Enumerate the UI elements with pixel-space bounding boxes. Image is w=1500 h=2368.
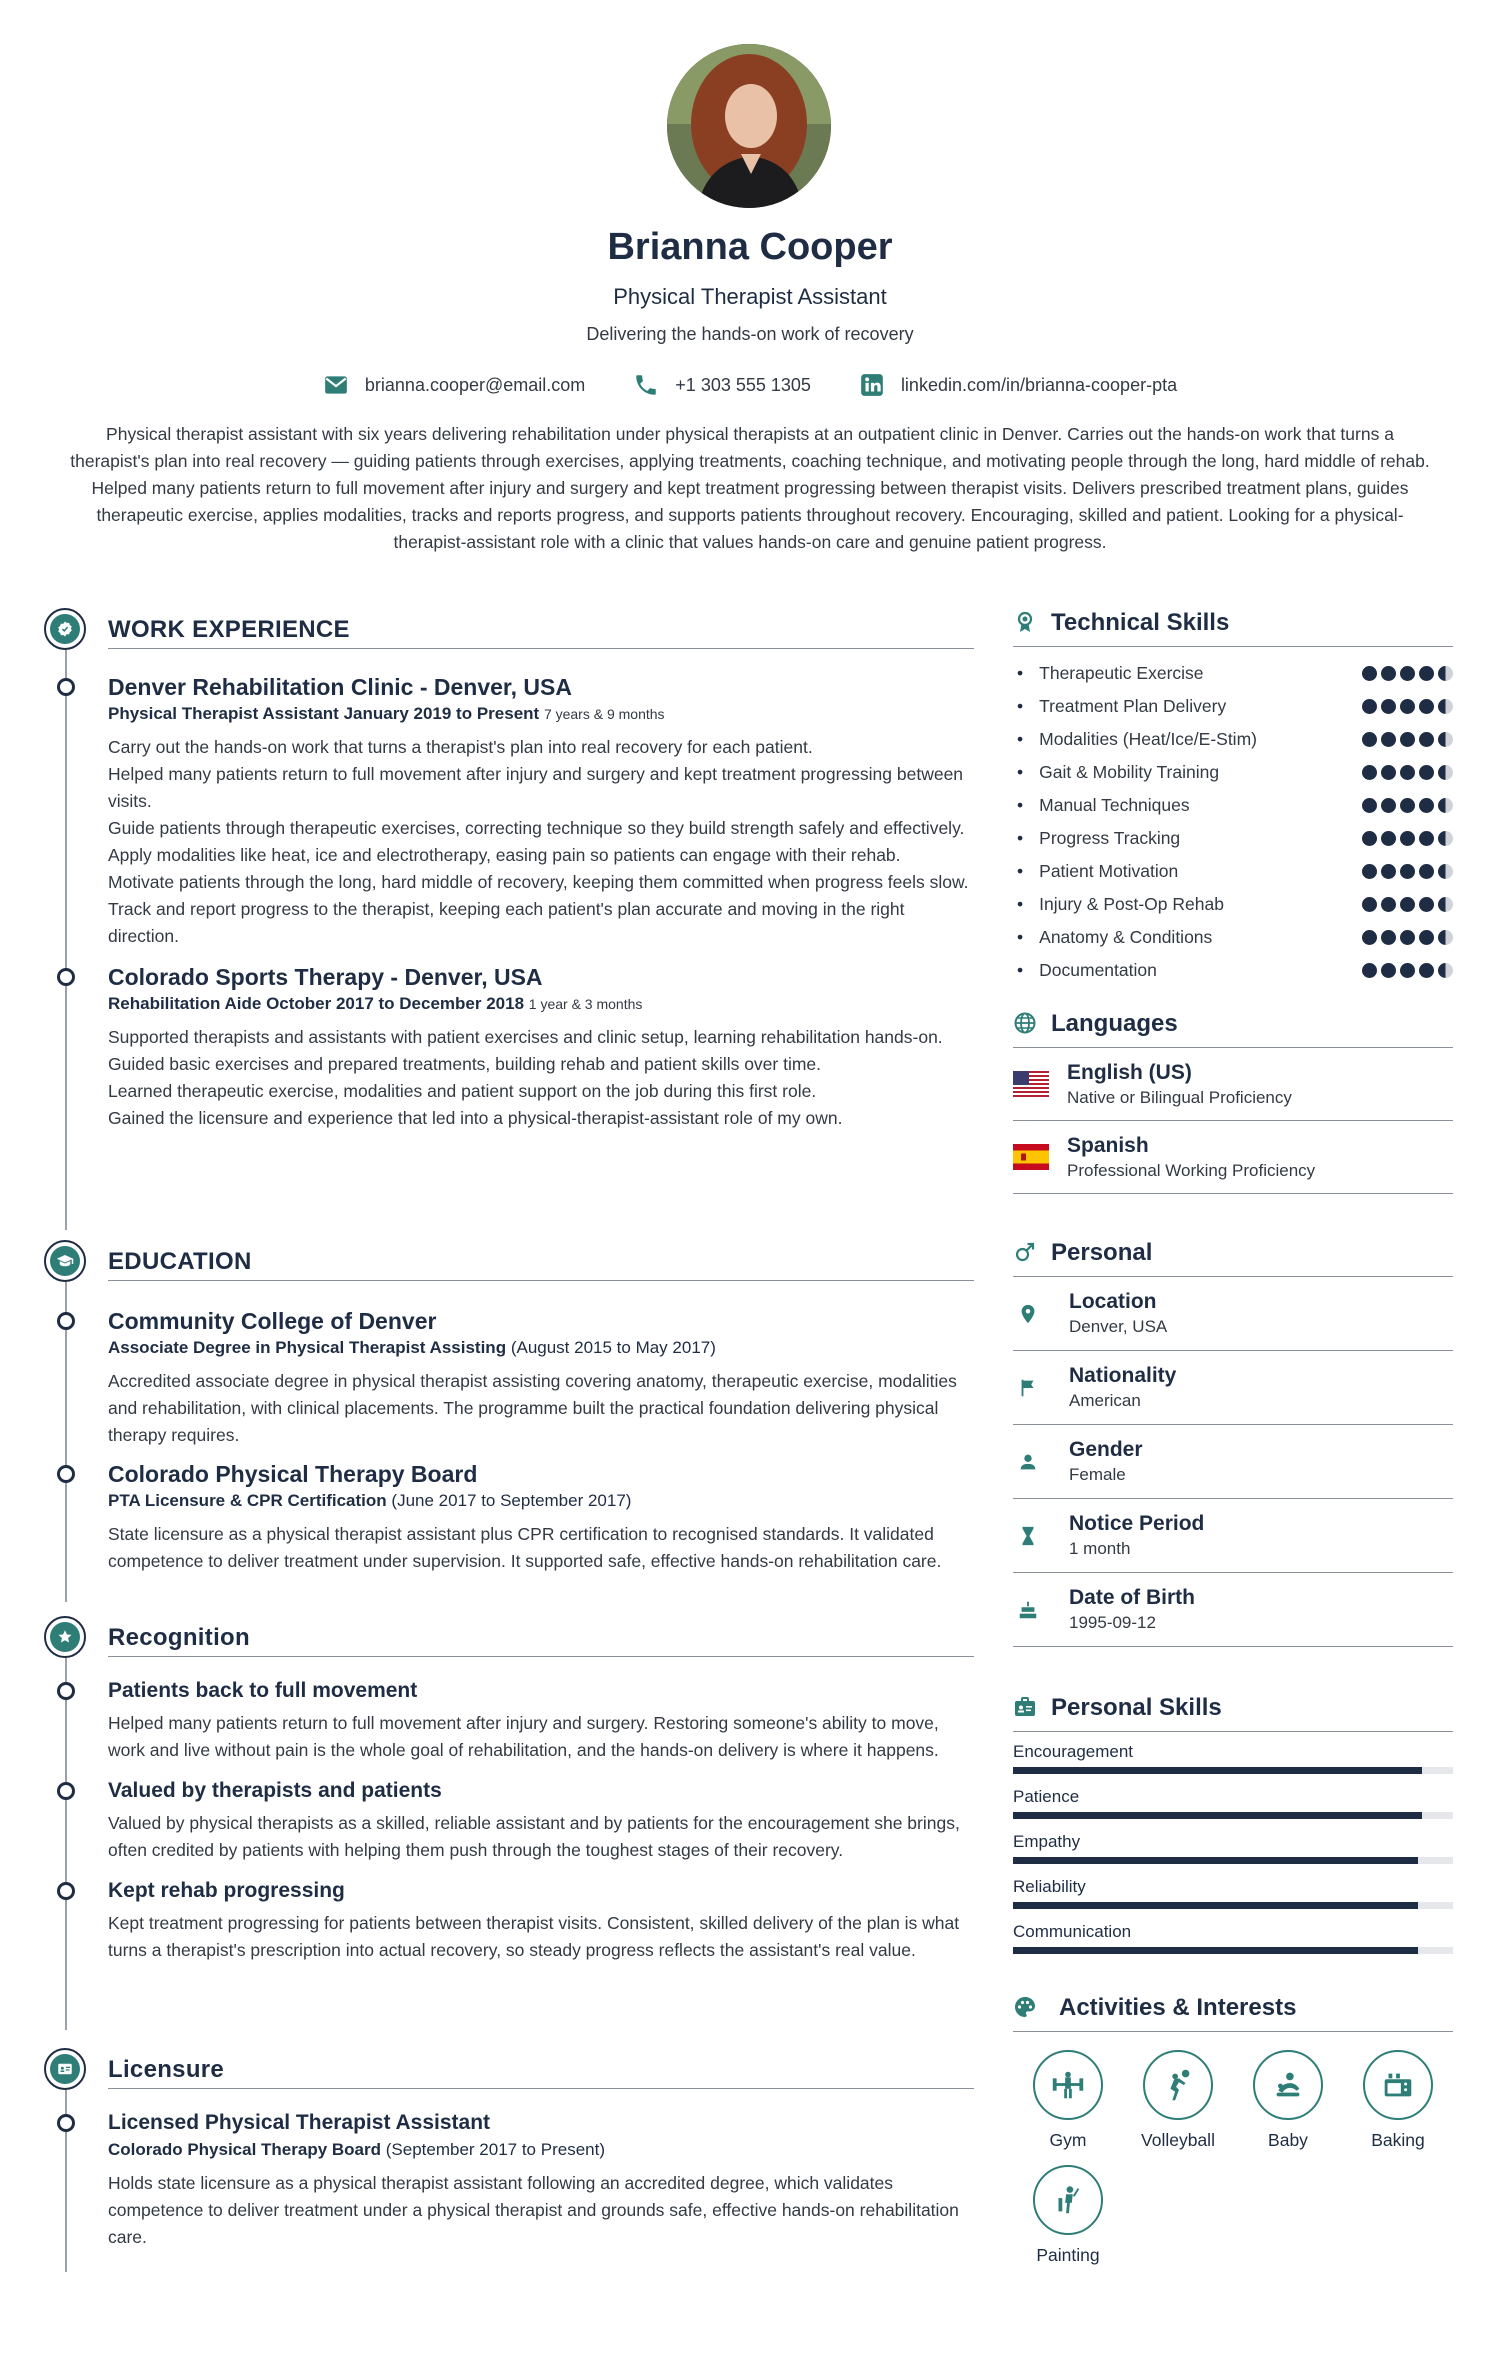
rating-dot [1381,864,1396,879]
job-role-line [108,992,974,1016]
skill-level-bar [1013,1902,1453,1909]
award-ribbon-icon [1013,610,1037,634]
job-bullet: Helped many patients return to full movement after injury and surgery and kept treatment progressing between visits. [108,764,964,811]
licensure-title: Licensed Physical Therapist Assistant [108,2111,491,2134]
skill-rating-dots [1362,897,1453,912]
personal-skill-name: Empathy [1013,1832,1081,1851]
personal-skills-section [1013,1685,1453,1963]
skill-rating-dots [1362,864,1453,879]
technical-skills-section [1013,600,1453,987]
skill-name: • Therapeutic Exercise [1013,663,1204,684]
section-title: EDUCATION [108,1248,252,1275]
job-bullet: Guide patients through therapeutic exercises, correcting technique so they build strength safely and effectively. [108,818,965,838]
job-bullet: Motivate patients through the long, hard middle of recovery, keeping them committed when progress feels slow. [108,872,969,892]
job-bullet: Carry out the hands-on work that turns a therapist's plan into real recovery for each patient. [108,737,813,757]
location-pin-icon [1017,1303,1039,1325]
rating-dot [1381,963,1396,978]
tagline: Delivering the hands-on work of recovery [586,324,914,344]
graduation-cap-icon [44,1240,86,1282]
licensure-issuer: Colorado Physical Therapy Board [108,2140,382,2159]
job-role: Physical Therapist Assistant [108,704,339,723]
work-experience-section [44,600,974,1232]
skill-name: • Documentation [1013,960,1157,981]
technical-skill-item [1013,756,1453,789]
skill-rating-dots [1362,831,1453,846]
activity-label: Gym [1049,2130,1087,2150]
phone-text[interactable]: +1 303 555 1305 [675,374,811,395]
degree-dates: (June 2017 to September 2017) [391,1491,632,1510]
recognition-entry [44,1876,974,1964]
language-level: Native or Bilingual Proficiency [1067,1087,1292,1107]
skill-level-fill [1013,1857,1418,1864]
linkedin-icon [859,372,885,398]
candidate-name: Brianna Cooper [607,226,893,268]
rating-dot [1438,699,1453,714]
job-duration: 1 year & 3 months [528,996,643,1012]
activity-item [1123,2050,1233,2151]
rating-dot [1362,798,1377,813]
section-title: Languages [1051,1010,1178,1037]
job-bullet: Learned therapeutic exercise, modalities and patient support on the job during this first role. [108,1081,817,1101]
technical-skill-item [1013,954,1453,987]
rating-dot [1362,699,1377,714]
badge-id-icon [1013,1695,1037,1719]
skill-level-fill [1013,1812,1422,1819]
painting-icon [1049,2181,1087,2219]
email-icon [323,372,349,398]
rating-dot [1419,732,1434,747]
skill-name: • Injury & Post-Op Rehab [1013,894,1224,915]
rating-dot [1362,930,1377,945]
personal-value: Denver, USA [1069,1317,1168,1336]
section-title: Activities & Interests [1059,1994,1297,2021]
licensure-section [44,2040,974,2272]
skill-level-bar [1013,1812,1453,1819]
activities-section [1013,1985,1453,2280]
palette-icon [1013,1995,1037,2019]
licensure-entry [44,2108,974,2251]
skill-name: • Manual Techniques [1013,795,1190,816]
recognition-section [44,1608,974,2040]
skill-level-bar [1013,1947,1453,1954]
personal-skill-item [1013,1918,1453,1963]
job-title: Physical Therapist Assistant [613,284,887,309]
rating-dot [1419,765,1434,780]
skill-name: • Patient Motivation [1013,861,1178,882]
activity-label: Painting [1036,2245,1100,2265]
personal-skills-list [1013,1738,1453,1963]
job-dates: January 2019 to Present [343,704,540,723]
rating-dot [1438,864,1453,879]
education-entry [44,1459,974,1575]
technical-skill-item [1013,789,1453,822]
contact-email[interactable] [323,372,585,398]
personal-skill-item [1013,1738,1453,1783]
rating-dot [1362,765,1377,780]
recognition-entry [44,1776,974,1864]
rating-dot [1438,897,1453,912]
activity-item [1013,2165,1123,2266]
personal-item [1013,1351,1453,1425]
rating-dot [1381,699,1396,714]
skill-rating-dots [1362,798,1453,813]
personal-value: 1995-09-12 [1069,1613,1156,1632]
recognition-description: Kept treatment progressing for patients between therapist visits. Consistent, skilled delivery of the plan is what turns a therapist's prescription into actual recovery, so steady progress reflects the assistant's real value. [108,1913,960,1960]
volleyball-icon [1159,2066,1197,2104]
degree-description: State licensure as a physical therapist assistant plus CPR certification to recognised standards. It validated competence to deliver treatment under supervision. It supported safe, effective hands-on rehabilitation care. [108,1524,942,1571]
job-bullets [108,1024,974,1132]
section-title: Recognition [108,1624,250,1651]
technical-skill-item [1013,822,1453,855]
phone-icon [633,372,659,398]
rating-dot [1419,699,1434,714]
skill-level-bar [1013,1857,1453,1864]
skill-level-fill [1013,1947,1418,1954]
rating-dot [1381,798,1396,813]
skill-rating-dots [1362,699,1453,714]
skill-rating-dots [1362,930,1453,945]
rating-dot [1438,930,1453,945]
personal-skill-item [1013,1873,1453,1918]
personal-item [1013,1573,1453,1647]
personal-item [1013,1277,1453,1351]
skill-rating-dots [1362,765,1453,780]
languages-section [1013,1001,1453,1194]
rating-dot [1362,963,1377,978]
contact-bar [0,372,1500,398]
personal-value: 1 month [1069,1539,1131,1558]
licensure-description: Holds state licensure as a physical therapist assistant following an accredited degree, which validates competence to deliver treatment under a physical therapist and grounds safe, effective hands-on rehabilitation care. [108,2173,959,2247]
rating-dot [1400,831,1415,846]
rating-dot [1400,864,1415,879]
skill-level-fill [1013,1767,1422,1774]
recognition-description: Valued by physical therapists as a skilled, reliable assistant and by patients for the encouragement she brings, often credited by patients with helping them push through the toughest stages of their recovery. [108,1813,960,1860]
technical-skill-item [1013,888,1453,921]
activity-label: Baby [1268,2130,1308,2150]
rating-dot [1381,732,1396,747]
rating-dot [1438,666,1453,681]
rating-dot [1400,765,1415,780]
language-name: Spanish [1067,1133,1149,1157]
skill-level-fill [1013,1902,1418,1909]
us-flag [1013,1071,1049,1097]
personal-value: American [1069,1391,1141,1410]
section-title: WORK EXPERIENCE [108,616,350,643]
gym-icon [1049,2066,1087,2104]
education-section [44,1232,974,1608]
employer-name: Colorado Sports Therapy - Denver, USA [108,964,543,990]
rating-dot [1438,732,1453,747]
rating-dot [1400,699,1415,714]
skill-level-bar [1013,1767,1453,1774]
recognition-entry [44,1676,974,1764]
section-title: Personal [1051,1239,1153,1266]
activity-item [1343,2050,1453,2151]
profile-photo [667,44,831,208]
personal-skill-item [1013,1828,1453,1873]
rating-dot [1438,765,1453,780]
job-duration: 7 years & 9 months [543,706,665,722]
rating-dot [1419,831,1434,846]
id-card-icon [44,2048,86,2090]
personal-label: Nationality [1069,1364,1177,1387]
activity-label: Baking [1371,2130,1425,2150]
employer-name: Denver Rehabilitation Clinic - Denver, USA [108,674,572,700]
rating-dot [1419,864,1434,879]
rating-dot [1438,831,1453,846]
contact-phone[interactable] [633,372,811,398]
language-level: Professional Working Proficiency [1067,1160,1316,1180]
rating-dot [1400,798,1415,813]
rating-dot [1362,831,1377,846]
right-column [1013,600,1453,2280]
job-dates: October 2017 to December 2018 [266,994,525,1013]
job-role: Rehabilitation Aide [108,994,262,1013]
flag-icon [1017,1377,1039,1399]
degree-line [108,1336,974,1360]
personal-skill-item [1013,1783,1453,1828]
skill-rating-dots [1362,666,1453,681]
rating-dot [1362,666,1377,681]
linkedin-text[interactable]: linkedin.com/in/brianna-cooper-pta [900,374,1178,395]
rating-dot [1381,831,1396,846]
job-bullet: Apply modalities like heat, ice and electrotherapy, easing pain so patients can engage with their rehab. [108,845,901,865]
technical-skill-item [1013,690,1453,723]
job-bullet: Track and report progress to the therapist, keeping each patient's plan accurate and moving in the right direction. [108,899,905,946]
personal-item [1013,1499,1453,1573]
language-item [1013,1121,1453,1194]
rating-dot [1362,897,1377,912]
personal-skill-name: Encouragement [1013,1742,1134,1761]
recognition-title: Valued by therapists and patients [108,1779,442,1802]
skill-rating-dots [1362,732,1453,747]
personal-label: Notice Period [1069,1512,1205,1535]
hourglass-icon [1017,1525,1039,1547]
rating-dot [1362,864,1377,879]
job-entry [44,962,974,1132]
rating-dot [1400,897,1415,912]
school-name: Colorado Physical Therapy Board [108,1461,478,1487]
personal-skill-name: Patience [1013,1787,1080,1806]
baking-icon [1379,2066,1417,2104]
job-bullet: Supported therapists and assistants with patient exercises and clinic setup, learning rehabilitation hands-on. [108,1027,943,1047]
left-column [44,600,974,2272]
work-badge-icon [44,608,86,650]
degree-name: Associate Degree in Physical Therapist Assisting [108,1338,507,1357]
recognition-description: Helped many patients return to full movement after injury and surgery. Restoring someone's ability to move, work and live without pain is the whole goal of rehabilitation, and the hands-on delivery is where it happens. [108,1713,939,1760]
rating-dot [1419,930,1434,945]
rating-dot [1381,765,1396,780]
skill-name: • Modalities (Heat/Ice/E-Stim) [1013,729,1257,750]
skill-name: • Treatment Plan Delivery [1013,696,1226,717]
contact-linkedin[interactable] [859,372,1177,398]
education-entry [44,1306,974,1449]
degree-line [108,1489,974,1513]
personal-skill-name: Communication [1013,1922,1132,1941]
job-bullet: Gained the licensure and experience that led into a physical-therapist-assistant role of my own. [108,1108,843,1128]
job-role-line [108,702,974,726]
degree-description: Accredited associate degree in physical therapist assisting covering anatomy, therapeutic exercise, modalities and rehabilitation, with clinical placements. The programme built the practical foundation delivering physical therapy requires. [108,1371,957,1445]
technical-skill-item [1013,723,1453,756]
personal-label: Gender [1069,1438,1143,1461]
rating-dot [1419,897,1434,912]
rating-dot [1400,930,1415,945]
personal-label: Date of Birth [1069,1586,1195,1609]
award-star-icon [44,1616,86,1658]
skill-rating-dots [1362,963,1453,978]
personal-item [1013,1425,1453,1499]
activities-list [1013,2050,1453,2280]
personal-value: Female [1069,1465,1126,1484]
email-text[interactable]: brianna.cooper@email.com [364,374,586,395]
rating-dot [1419,666,1434,681]
activity-label: Volleyball [1141,2130,1215,2150]
job-bullets [108,734,974,950]
language-item [1013,1048,1453,1121]
technical-skill-item [1013,657,1453,690]
recognition-title: Kept rehab progressing [108,1879,345,1902]
technical-skill-item [1013,921,1453,954]
degree-dates: (August 2015 to May 2017) [510,1338,716,1357]
job-bullet: Guided basic exercises and prepared treatments, building rehab and patient skills over time. [108,1054,822,1074]
job-entry [44,672,974,950]
rating-dot [1381,897,1396,912]
technical-skills-list [1013,657,1453,987]
rating-dot [1419,963,1434,978]
globe-icon [1013,1011,1037,1035]
rating-dot [1362,732,1377,747]
baby-icon [1269,2066,1307,2104]
person-icon [1017,1451,1039,1473]
skill-name: • Gait & Mobility Training [1013,762,1219,783]
rating-dot [1400,963,1415,978]
recognition-title: Patients back to full movement [108,1679,418,1702]
skill-name: • Anatomy & Conditions [1013,927,1212,948]
rating-dot [1381,930,1396,945]
rating-dot [1438,798,1453,813]
personal-skill-name: Reliability [1013,1877,1086,1896]
rating-dot [1400,732,1415,747]
activity-item [1013,2050,1123,2151]
rating-dot [1419,798,1434,813]
licensure-dates: (September 2017 to Present) [385,2140,605,2159]
section-title: Technical Skills [1051,609,1230,636]
licensure-issuer-line [108,2138,974,2162]
language-name: English (US) [1067,1060,1192,1084]
cake-icon [1017,1599,1039,1621]
school-name: Community College of Denver [108,1308,437,1334]
technical-skill-item [1013,855,1453,888]
activity-item [1233,2050,1343,2151]
profile-summary: Physical therapist assistant with six years delivering rehabilitation under physical therapists at an outpatient clinic in Denver. Carries out the hands-on work that turns a therapist's plan into real recovery — guiding patients through exercises, applying treatments, coaching technique, and motivating people through the long, hard middle of rehab. Helped many patients return to full movement after injury and surgery and kept treatment progressing between therapist visits. Delivers prescribed treatment plans, guides therapeutic exercise, applies modalities, tracks and reports progress, and supports patients throughout recovery. Encouraging, skilled and patient. Looking for a physical-therapist-assistant role with a clinic that values hands-on care and genuine patient progress. [70,424,1430,552]
section-title: Personal Skills [1051,1694,1222,1721]
personal-section [1013,1230,1453,1647]
rating-dot [1438,963,1453,978]
skill-name: • Progress Tracking [1013,828,1180,849]
personal-label: Location [1069,1290,1157,1313]
section-title: Licensure [108,2056,225,2083]
rating-dot [1381,666,1396,681]
rating-dot [1400,666,1415,681]
male-symbol-icon [1013,1240,1037,1264]
spain-flag [1013,1144,1049,1170]
degree-name: PTA Licensure & CPR Certification [108,1491,387,1510]
